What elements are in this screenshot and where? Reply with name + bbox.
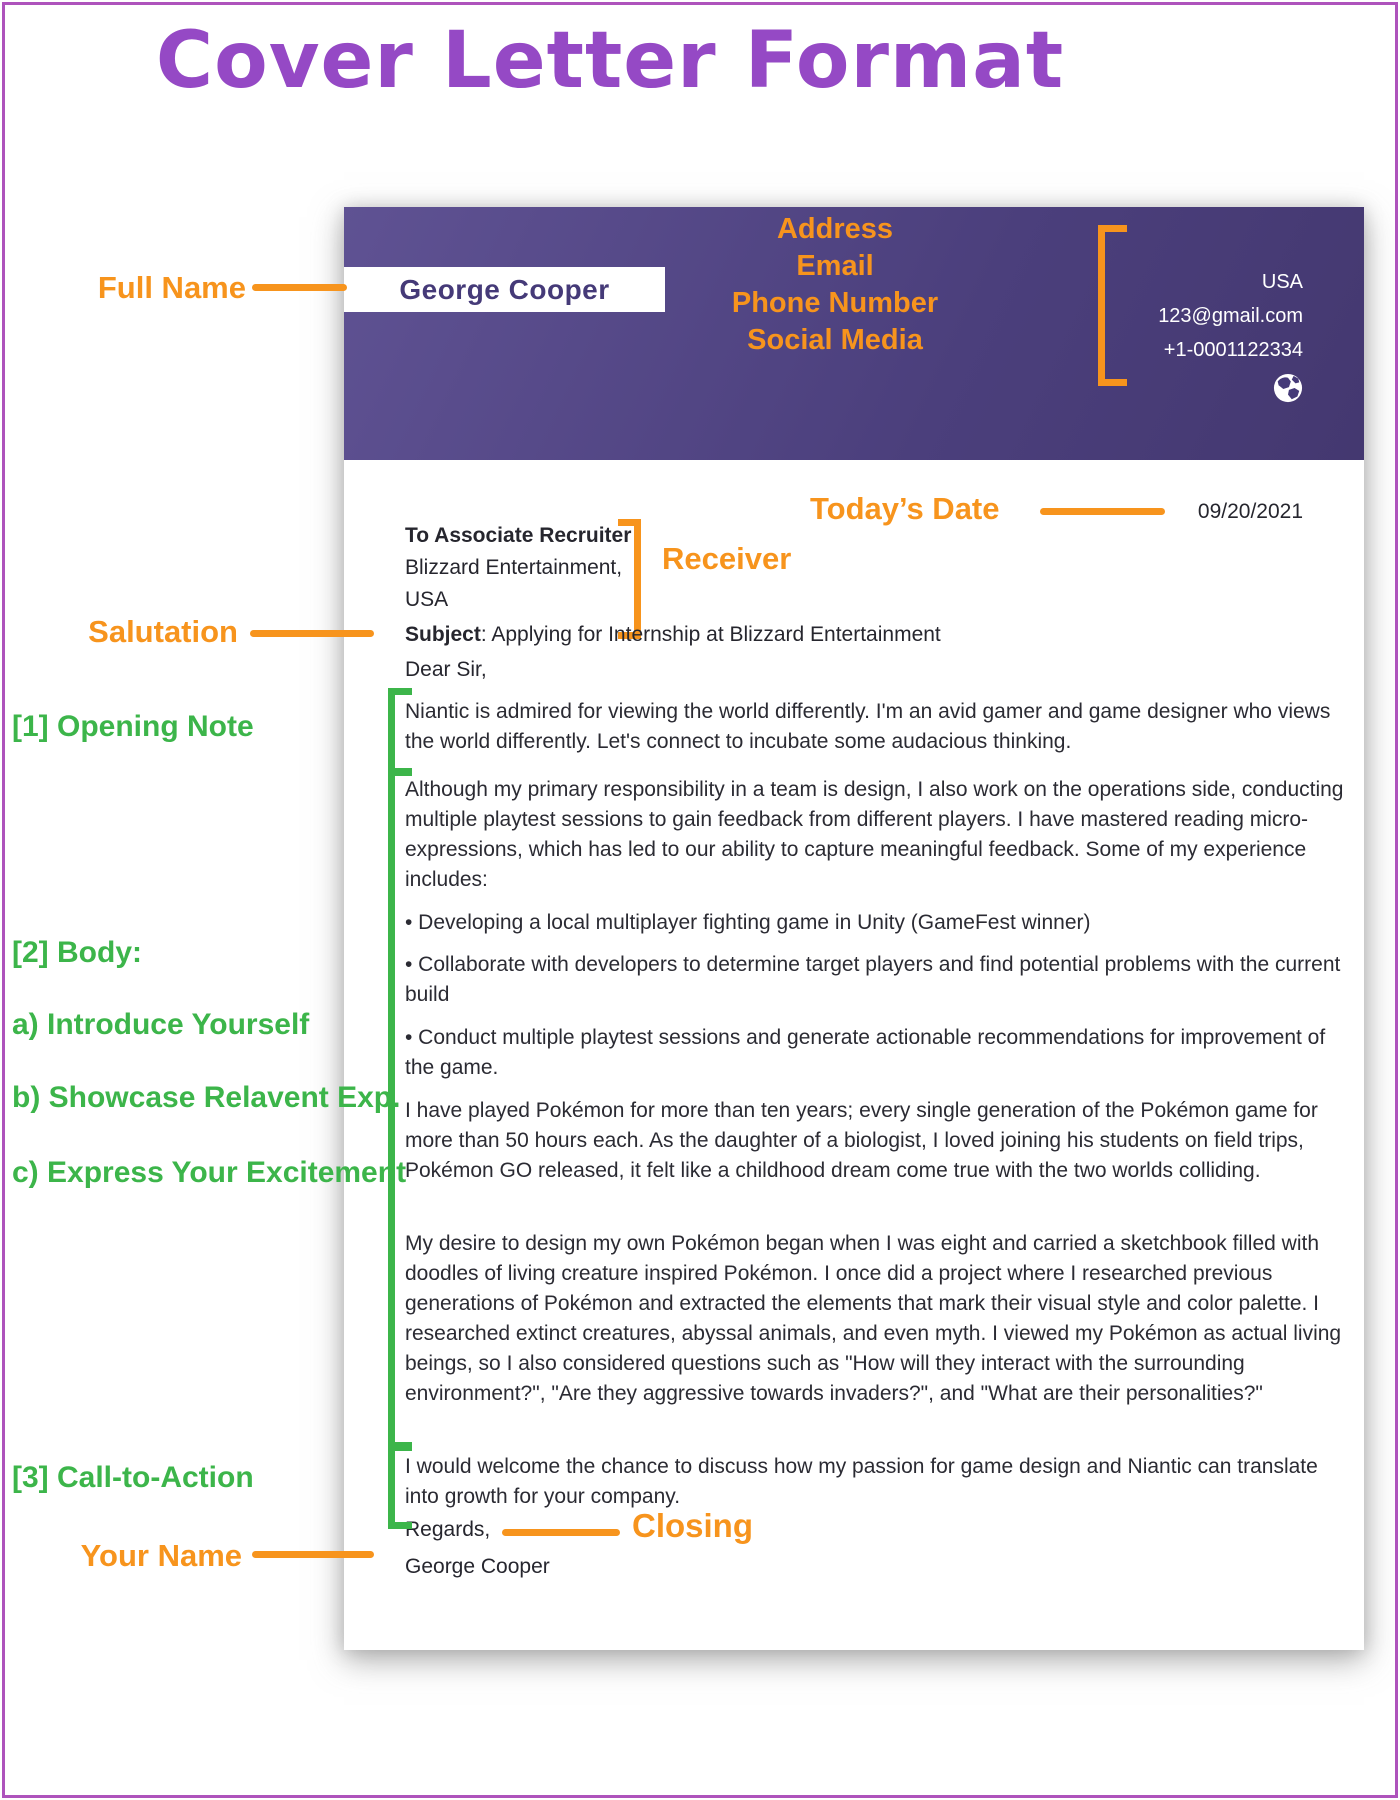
label-closing: Closing — [632, 1507, 753, 1544]
body-paragraph: I have played Pokémon for more than ten years; every single generation of the Pokémon game for more than 50 hours each. As the daughter of a biologist, I loved joining his students on field trips, Pokémon GO released, it felt like a childhood dream come true with the two worlds colliding. — [405, 1099, 1318, 1182]
label-header-fields — [720, 211, 950, 359]
label-opening-note: [1] Opening Note — [12, 710, 254, 743]
receiver-bracket — [618, 519, 641, 639]
recipient-name: To Associate Recruiter — [405, 524, 632, 547]
call-to-action-paragraph: I would welcome the chance to discuss how my passion for game design and Niantic can translate into growth for your company. — [405, 1455, 1318, 1508]
label-call-to-action: [3] Call-to-Action — [12, 1461, 254, 1494]
bullet-item: • Conduct multiple playtest sessions and generate actionable recommendations for improvement of the game. — [405, 1026, 1326, 1079]
closing-pointer-line — [502, 1529, 620, 1536]
opening-note-bracket — [388, 688, 412, 776]
cover-letter-page — [344, 207, 1364, 1650]
header-fields-bracket — [1098, 225, 1127, 386]
full-name-box — [344, 267, 665, 312]
label-salutation: Salutation — [88, 614, 238, 649]
salutation-pointer-line — [250, 630, 374, 637]
full-name-pointer-line — [252, 284, 347, 291]
globe-icon — [1158, 373, 1303, 414]
label-body-item-c: c) Express Your Excitement — [12, 1156, 407, 1189]
todays-date-pointer-line — [1040, 508, 1165, 515]
label-your-name: Your Name — [80, 1538, 242, 1573]
label-email: Email — [796, 250, 874, 282]
label-phone-number: Phone Number — [731, 287, 939, 319]
bullet-item: • Collaborate with developers to determine target players and find potential problems with the current build — [405, 953, 1341, 1006]
subject-text: : Applying for Internship at Blizzard Entertainment — [480, 623, 941, 646]
recipient-block — [405, 520, 631, 616]
closing-word: Regards, — [405, 1518, 491, 1541]
label-receiver: Receiver — [662, 541, 792, 576]
subject-label: Subject — [405, 623, 481, 646]
letter-date: 09/20/2021 — [1197, 500, 1303, 523]
greeting: Dear Sir, — [405, 658, 487, 681]
body-bracket — [388, 768, 412, 1451]
your-name-pointer-line — [252, 1551, 374, 1558]
opening-paragraph: Niantic is admired for viewing the world differently. I'm an avid gamer and game designer who views the world differently. Let's connect to incubate some audacious thinking. — [405, 700, 1331, 753]
body-paragraph: My desire to design my own Pokémon began when I was eight and carried a sketchbook filled with doodles of living creature inspired Pokémon. I once did a project where I researched previous generations of Pokémon and extracted the elements that mark their visual style and color palette. I researched extinct creatures, abyssal animals, and even myth. I viewed my Pokémon as actual living beings, so I also considered questions such as "How will they interact with the surrounding environment?", "Are they aggressive towards invaders?", and "What are their personalities?" — [405, 1232, 1342, 1405]
label-body-heading: [2] Body: — [12, 936, 142, 969]
full-name-text: George Cooper — [399, 273, 610, 305]
label-body-item-b: b) Showcase Relavent Exp. — [12, 1081, 401, 1114]
label-social-media: Social Media — [747, 324, 923, 356]
contact-email: 123@gmail.com — [1158, 305, 1303, 327]
recipient-country: USA — [405, 588, 449, 611]
label-todays-date: Today’s Date — [810, 491, 1000, 526]
label-full-name: Full Name — [97, 270, 246, 305]
contact-country: USA — [1261, 271, 1303, 293]
bullet-item: • Developing a local multiplayer fighting game in Unity (GameFest winner) — [405, 911, 1091, 934]
recipient-company: Blizzard Entertainment, — [405, 556, 623, 579]
signature: George Cooper — [405, 1555, 550, 1578]
contact-phone: +1-0001122334 — [1163, 339, 1303, 361]
label-address: Address — [776, 213, 894, 245]
label-body-item-a: a) Introduce Yourself — [12, 1008, 310, 1041]
call-to-action-bracket — [388, 1442, 412, 1529]
contact-info — [1158, 265, 1303, 414]
body-paragraph: Although my primary responsibility in a team is design, I also work on the operations side, conducting multiple playtest sessions to gain feedback from different players. I have mastered reading micro-expressions, which has led to our ability to capture meaningful feedback. Some of my experience includes: — [405, 778, 1344, 891]
letter-header — [344, 207, 1364, 460]
page-title: Cover Letter Format — [155, 16, 1065, 106]
subject-line — [405, 623, 941, 647]
